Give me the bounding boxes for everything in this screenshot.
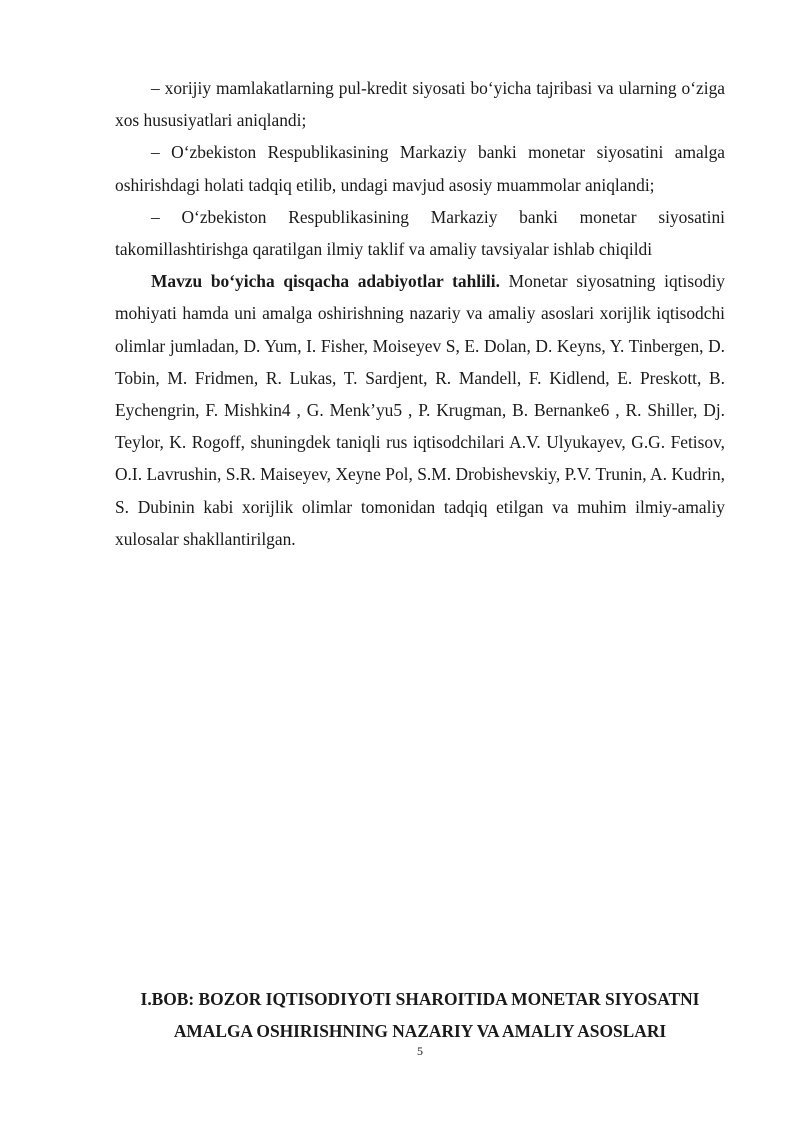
paragraph-central-bank-state: – O‘zbekiston Respublikasining Markaziy banki monetar siyosatini amalga oshirishdagi holati tadqiq etilib, undagi mavjud asosiy muammolar aniqlandi; [115, 142, 725, 195]
paragraph-literature-review [115, 265, 725, 555]
chapter-title-line-2: AMALGA OSHIRISHNING NAZARIY VA AMALIY ASOSLARI [173, 1021, 667, 1041]
paragraph-improvement-proposals: – O‘zbekiston Respublikasining Markaziy banki monetar siyosatini takomillashtirishga qaratilgan ilmiy taklif va amaliy tavsiyalar ishlab chiqildi [115, 206, 725, 260]
body-text [115, 72, 725, 555]
chapter-title-line-1: I.BOB: BOZOR IQTISODIYOTI SHAROITIDA MONETAR SIYOSATNI [140, 989, 700, 1009]
literature-review-text: Monetar siyosatning iqtisodiy mohiyati hamda uni amalga oshirishning nazariy va amaliy asoslari xorijlik iqtisodchi olimlar jumladan, D. Yum, I. Fisher, Moiseyev S, E. Dolan, D. Keyns, Y. Tinbergen, D. Tobin, M. Fridmen, R. Lukas, T. Sardjent, R. Mandell, F. Kidlend, E. Preskott, B. Eychengrin, F. Mishkin4 , G. Menk’yu5 , P. Krugman, B. Bernanke6 , R. Shiller, Dj. Teylor, K. Rogoff, shuningdek taniqli rus iqtisodchilari A.V. Ulyukayev, G.G. Fetisov, O.I. Lavrushin, S.R. Maiseyev, Xeyne Pol, S.M. Drobishevskiy, P.V. Trunin, A. Kudrin, S. Dubinin kabi xorijlik olimlar tomonidan tadqiq etilgan va muhim ilmiy-amaliy xulosalar shakllantirilgan. [115, 271, 726, 549]
page-number: 5 [417, 1044, 423, 1058]
literature-review-heading: Mavzu bo‘yicha qisqacha adabiyotlar tahlili. [151, 271, 500, 292]
chapter-title [100, 983, 740, 1047]
paragraph-foreign-experience: – xorijiy mamlakatlarning pul-kredit siyosati bo‘yicha tajribasi va ularning o‘ziga xos hususiyatlari aniqlandi; [115, 78, 725, 131]
